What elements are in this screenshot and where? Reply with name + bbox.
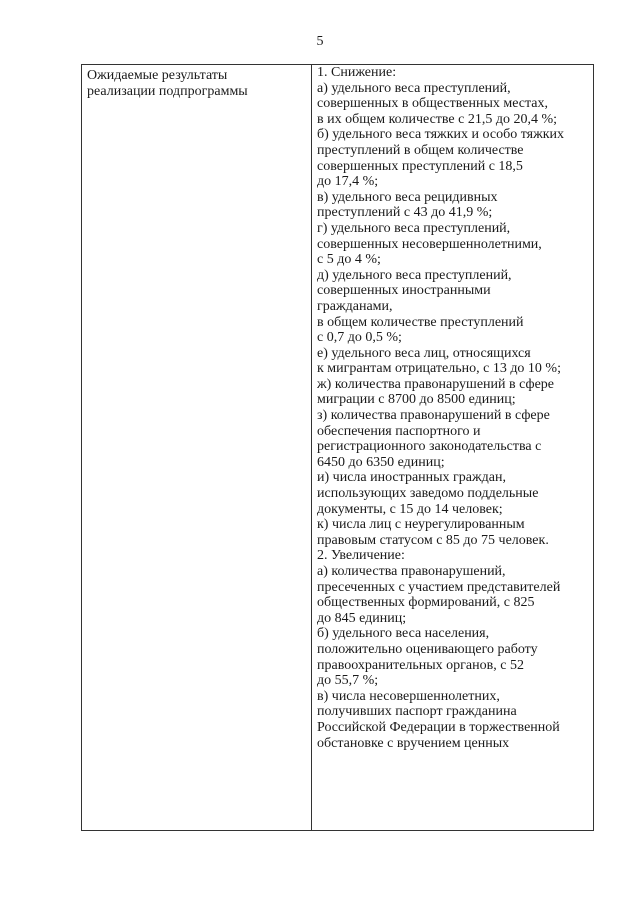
result-line: с 5 до 4 %; — [317, 252, 381, 268]
result-line: до 845 единиц; — [317, 610, 407, 626]
result-line: к) числа лиц с неурегулированным — [317, 517, 525, 533]
result-line: 6450 до 6350 единиц; — [317, 454, 445, 470]
result-line: до 17,4 %; — [317, 174, 379, 190]
table-row — [82, 65, 594, 831]
result-line: обеспечения паспортного и — [317, 423, 481, 439]
result-line: документы, с 15 до 14 человек; — [317, 501, 503, 517]
result-line: совершенных несовершеннолетними, — [317, 236, 542, 252]
result-line: в) удельного веса рецидивных — [317, 189, 498, 205]
result-line: к мигрантам отрицательно, с 13 до 10 %; — [317, 361, 561, 377]
label-line: Ожидаемые результаты — [87, 68, 228, 83]
result-line: преступлений с 43 до 41,9 %; — [317, 205, 493, 221]
result-line: е) удельного веса лиц, относящихся — [317, 345, 531, 361]
result-line: в их общем количестве с 21,5 до 20,4 %; — [317, 111, 558, 127]
result-line: 2. Увеличение: — [317, 548, 405, 564]
result-line: 1. Снижение: — [317, 65, 397, 80]
result-line: обстановке с вручением ценных — [317, 735, 510, 751]
results-table — [81, 64, 594, 831]
result-line: получивших паспорт гражданина — [317, 704, 517, 720]
result-line: б) удельного веса тяжких и особо тяжких — [317, 127, 565, 143]
label-line: реализации подпрограммы — [87, 83, 248, 99]
result-line: совершенных преступлений с 18,5 — [317, 158, 523, 174]
result-line: д) удельного веса преступлений, — [317, 267, 512, 283]
result-line: до 55,7 %; — [317, 673, 379, 689]
result-line: использующих заведомо поддельные — [317, 486, 539, 502]
result-line: миграции с 8700 до 8500 единиц; — [317, 392, 516, 408]
result-line: в) числа несовершеннолетних, — [317, 688, 500, 704]
result-line: общественных формирований, с 825 — [317, 595, 535, 611]
result-line: положительно оценивающего работу — [317, 641, 538, 657]
result-line: а) удельного веса преступлений, — [317, 80, 511, 96]
result-line: з) количества правонарушений в сфере — [317, 408, 550, 424]
result-line: и) числа иностранных граждан, — [317, 470, 506, 486]
result-line: правоохранительных органов, с 52 — [317, 657, 524, 673]
result-line: ж) количества правонарушений в сфере — [317, 376, 555, 392]
result-line: в общем количестве преступлений — [317, 314, 524, 330]
page-number: 5 — [316, 34, 324, 49]
result-line: совершенных в общественных местах, — [317, 96, 549, 112]
label-text — [82, 65, 311, 99]
result-line: а) количества правонарушений, — [317, 564, 506, 579]
result-line: Российской Федерации в торжественной — [317, 719, 560, 735]
result-line: правовым статусом с 85 до 75 человек. — [317, 532, 549, 548]
result-line: совершенных иностранными — [317, 283, 491, 299]
label-cell — [82, 65, 312, 831]
results-cell — [312, 65, 594, 831]
result-line: г) удельного веса преступлений, — [317, 220, 511, 236]
result-line: б) удельного веса населения, — [317, 626, 490, 642]
result-line: с 0,7 до 0,5 %; — [317, 330, 402, 346]
result-line: пресеченных с участием представителей — [317, 579, 561, 595]
result-line: гражданами, — [317, 298, 393, 314]
results-text — [312, 65, 593, 751]
result-line: регистрационного законодательства с — [317, 439, 542, 455]
result-line: преступлений в общем количестве — [317, 142, 524, 158]
